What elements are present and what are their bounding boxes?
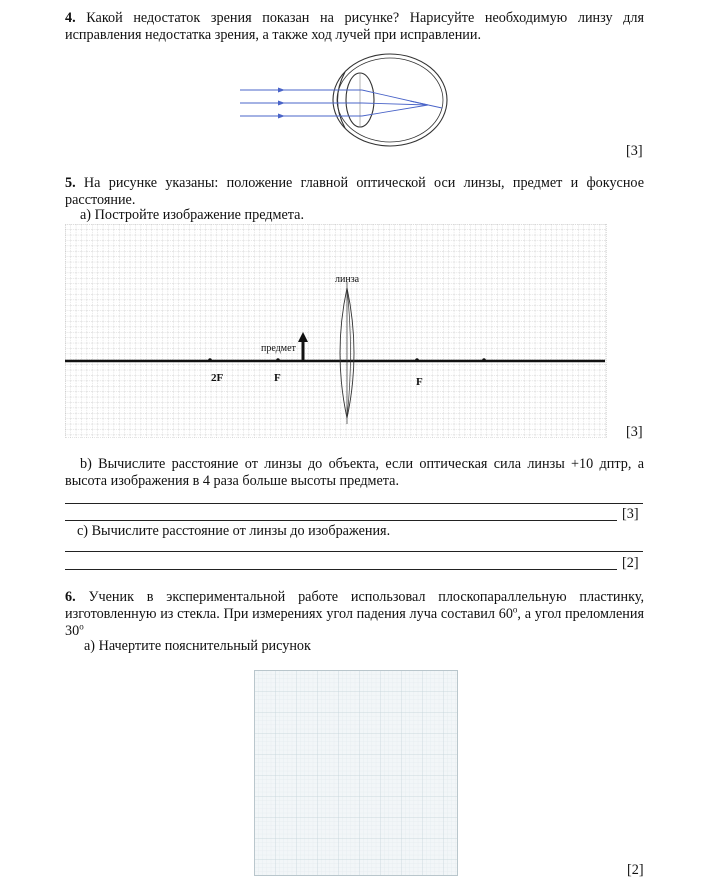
q5-number: 5. (65, 175, 76, 191)
q5-score-a: [3] (626, 424, 643, 440)
label-f-left: F (274, 372, 281, 384)
eye-diagram (232, 50, 462, 152)
q5-part-a: a) Постройте изображение предмета. (80, 207, 305, 223)
q5-question: На рисунке указаны: положение главной оптической оси линзы, предмет и фокусное расстояние. (65, 175, 644, 208)
q6-number: 6. (65, 589, 76, 605)
answer-line (65, 551, 643, 552)
q5-part-b (65, 456, 644, 490)
q6-question-b: , а угол преломления 30 (65, 606, 645, 639)
lens-grid-figure (65, 224, 607, 438)
q6-part-a: a) Начертите пояснительный рисунок (84, 638, 311, 654)
q5-score-c: [2] (622, 555, 639, 571)
object-label: предмет (261, 343, 296, 354)
q6-degree-1: o (512, 604, 518, 615)
answer-line (65, 520, 617, 521)
arrow-icon (278, 88, 285, 93)
q5-text (65, 175, 644, 209)
q6-degree-2: o (79, 621, 84, 632)
arrow-icon (278, 114, 285, 119)
q4-score: [3] (626, 143, 643, 159)
lens-label: линза (335, 274, 360, 285)
answer-line (65, 569, 617, 570)
arrow-icon (278, 101, 285, 106)
q5-part-b-text: b) Вычислите расстояние от линзы до объекта, если оптическая сила линзы +10 дптр, а высота изображения в 4 раза больше высоты предмета. (65, 456, 644, 489)
q4-number: 4. (65, 10, 76, 26)
q6-score: [2] (627, 862, 644, 878)
graph-paper (254, 670, 458, 876)
q6-question-a: Ученик в экспериментальной работе использовал плоскопараллельную пластинку, изготовленную из стекла. При измерениях угол падения луча составил 60 (65, 589, 644, 622)
q6-text (65, 589, 644, 640)
answer-line (65, 503, 643, 504)
q4-text (65, 10, 644, 44)
q5-part-c: c) Вычислите расстояние от линзы до изображения. (77, 523, 391, 539)
q5-score-b: [3] (622, 506, 639, 522)
eyeball-outline (333, 54, 447, 146)
eyeball-inner (337, 58, 443, 142)
q4-question: Какой недостаток зрения показан на рисунке? Нарисуйте необходимую линзу для исправления недостатка зрения, а также ход лучей при исправлении. (65, 10, 644, 43)
label-2f: 2F (211, 372, 224, 384)
label-f-right: F (416, 376, 423, 388)
